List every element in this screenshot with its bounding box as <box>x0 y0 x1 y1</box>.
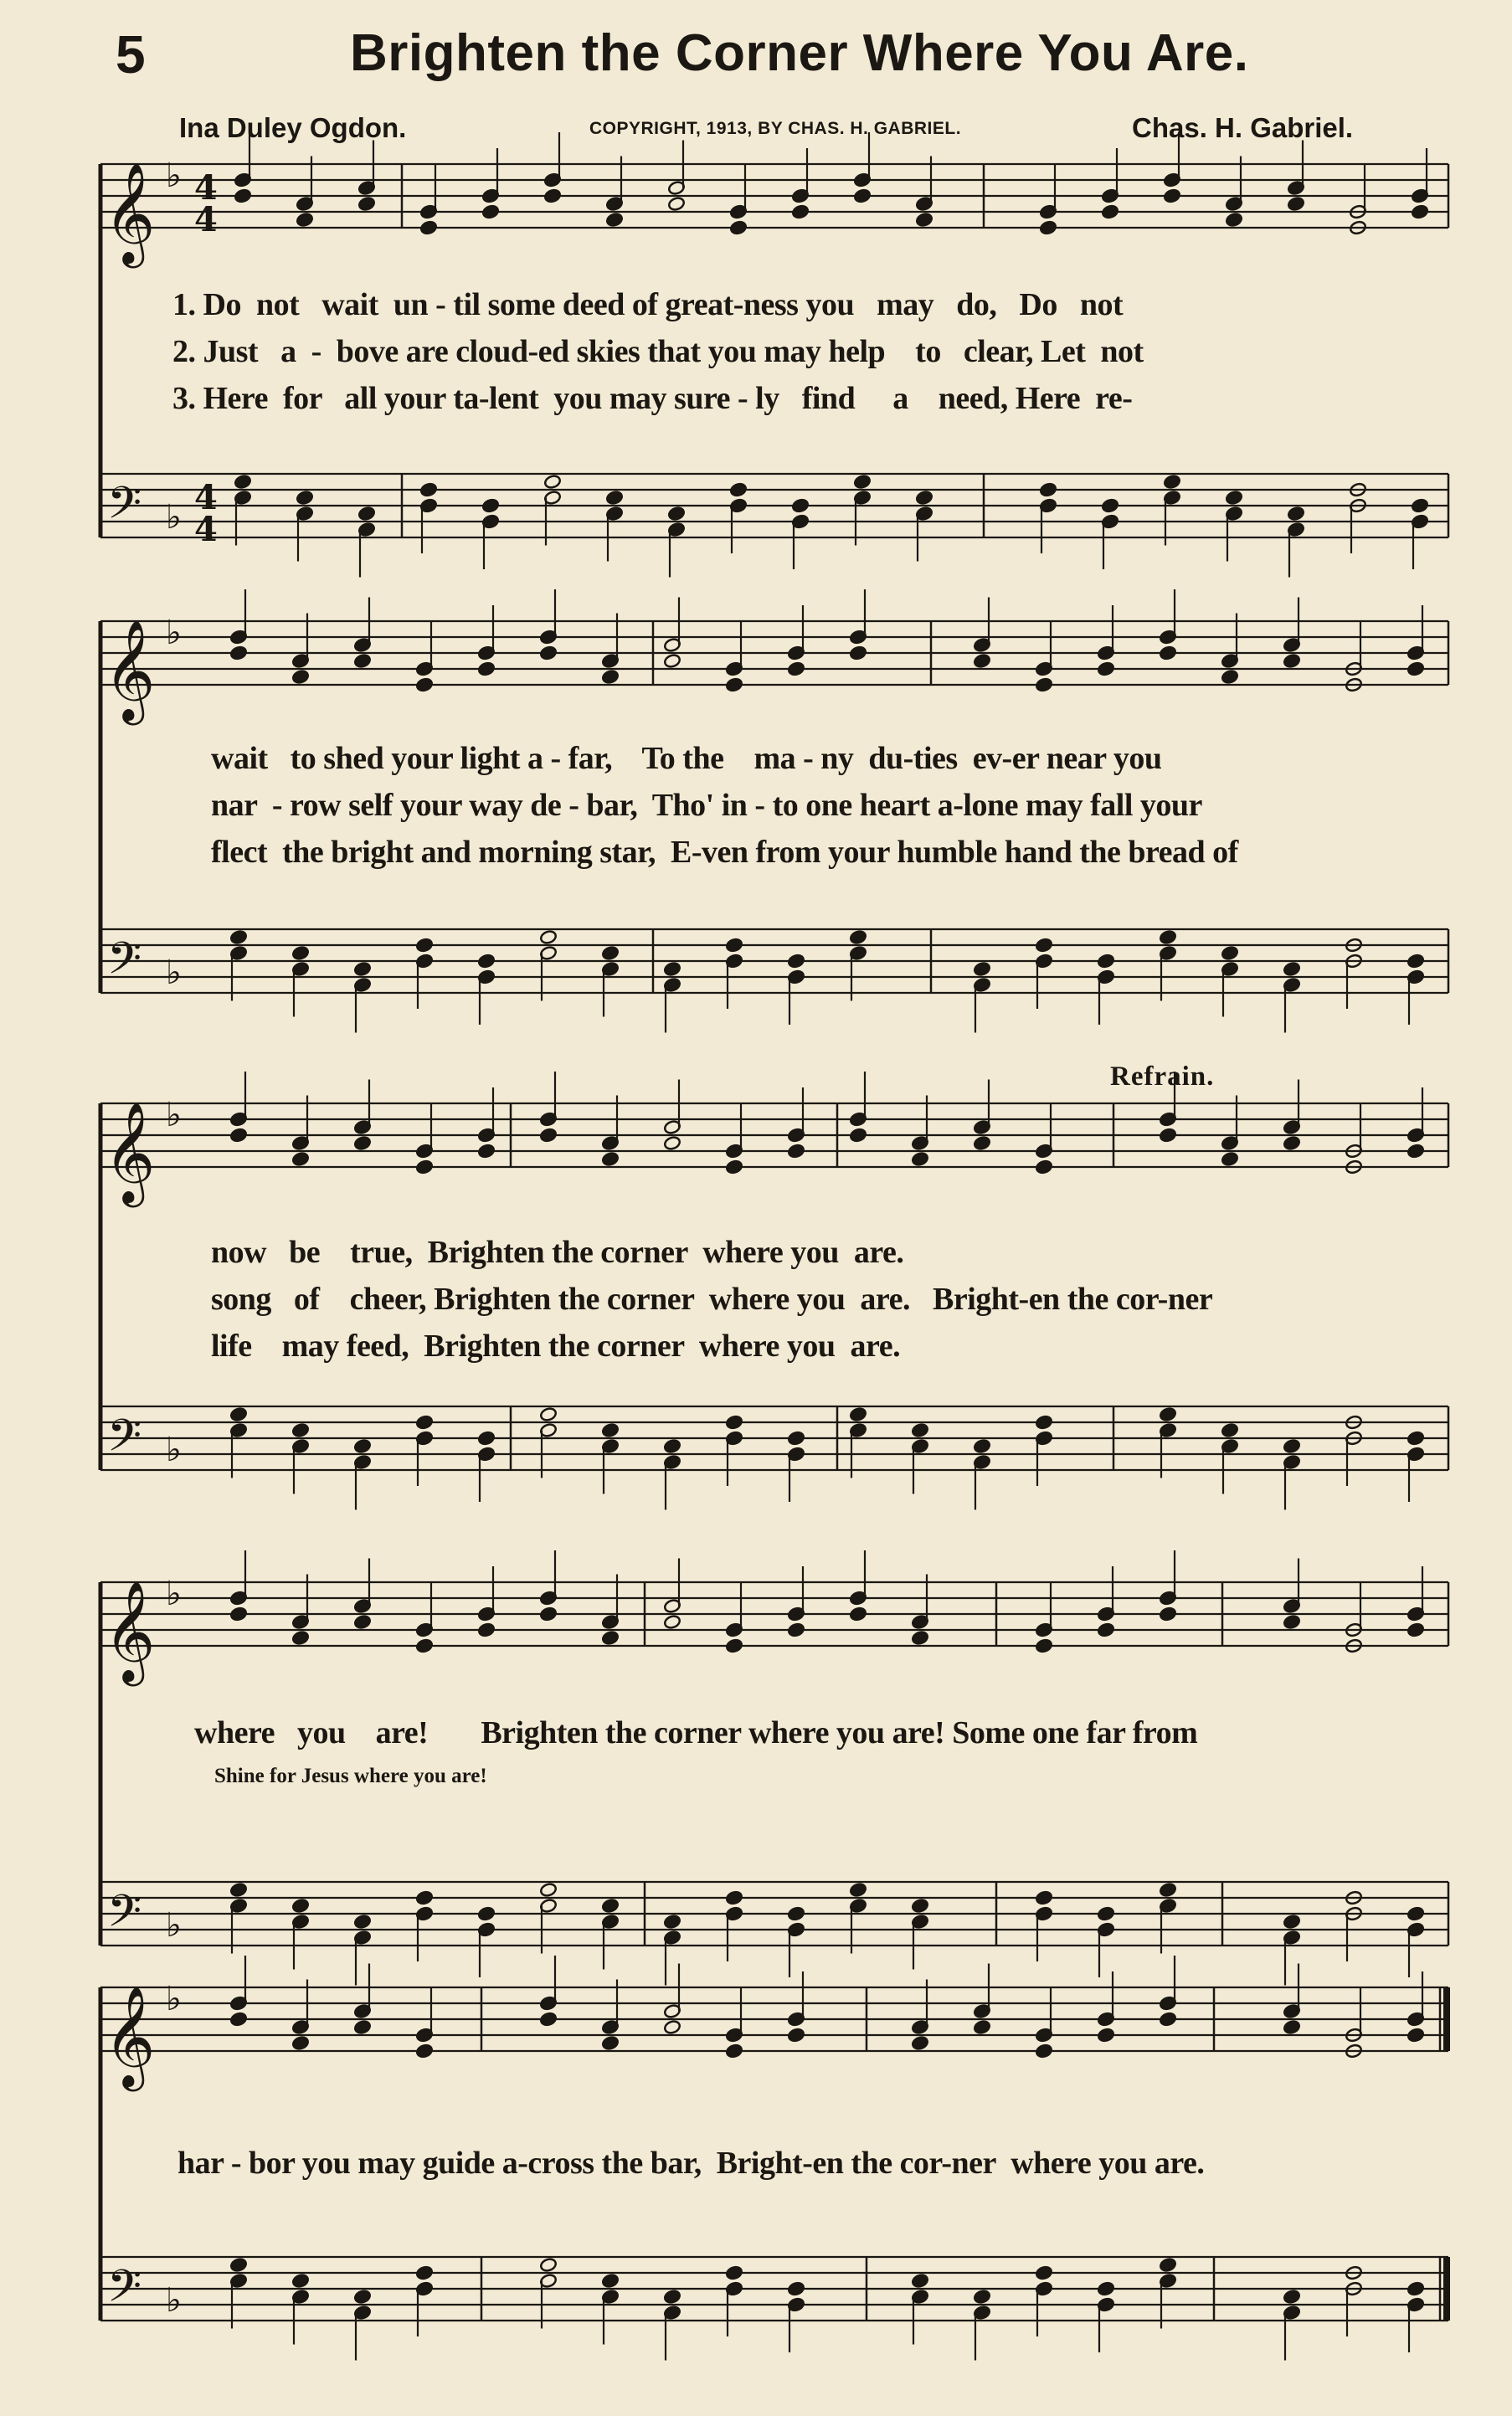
flat-sign: ♭ <box>166 2281 182 2320</box>
note-head <box>601 1630 619 1645</box>
note-head <box>415 1890 433 1905</box>
note-head <box>1035 2043 1052 2059</box>
note-head <box>791 204 809 219</box>
note-head <box>477 661 495 676</box>
flat-sign: ♭ <box>166 1575 182 1613</box>
note-head <box>353 2019 371 2034</box>
note-head <box>853 474 871 489</box>
note-head <box>1407 1431 1424 1446</box>
note-head <box>234 188 251 203</box>
note-head <box>415 2043 433 2059</box>
note-head <box>1097 954 1114 969</box>
note-head <box>601 1422 619 1437</box>
note-head <box>601 2035 619 2050</box>
note-head <box>1283 1135 1300 1150</box>
note-head <box>1159 1128 1176 1143</box>
note-head <box>539 645 557 661</box>
note-head <box>605 490 623 505</box>
note-head <box>234 474 251 489</box>
note-head <box>1221 1422 1238 1437</box>
note-head <box>415 677 433 692</box>
note-head <box>973 1135 990 1150</box>
note-head <box>1407 954 1424 969</box>
note-head <box>291 1151 309 1166</box>
note-head <box>357 506 375 521</box>
note-head <box>1097 661 1114 676</box>
note-head <box>663 1135 681 1150</box>
note-head <box>539 1406 557 1421</box>
note-head <box>291 1630 309 1645</box>
note-head <box>663 1614 681 1629</box>
flat-sign: ♭ <box>166 1096 182 1134</box>
note-head <box>1407 1906 1424 1921</box>
flat-sign: ♭ <box>166 1980 182 2018</box>
note-head <box>787 661 805 676</box>
bass-clef: 𝄢 <box>107 1411 142 1473</box>
note-head <box>415 1638 433 1653</box>
note-head <box>973 1438 990 1453</box>
note-head <box>663 2289 681 2304</box>
note-head <box>291 2035 309 2050</box>
note-head <box>1159 929 1176 944</box>
note-head <box>415 1415 433 1430</box>
note-head <box>1411 498 1428 513</box>
note-head <box>357 196 375 211</box>
note-head <box>477 954 495 969</box>
note-head <box>1159 1606 1176 1622</box>
treble-clef: 𝄞 <box>104 1101 156 1203</box>
note-head <box>787 2028 805 2043</box>
note-head <box>415 2265 433 2280</box>
note-head <box>1039 482 1057 497</box>
note-head <box>229 1128 247 1143</box>
note-head <box>911 1151 928 1166</box>
note-head <box>787 1622 805 1637</box>
note-head <box>915 212 933 227</box>
note-head <box>787 1431 805 1446</box>
note-head <box>291 1422 309 1437</box>
note-head <box>1411 204 1428 219</box>
note-head <box>1035 1415 1052 1430</box>
time-signature: 4 <box>194 510 218 549</box>
note-head <box>1163 188 1180 203</box>
note-head <box>601 1151 619 1166</box>
note-head <box>663 653 681 668</box>
note-head <box>1283 1614 1300 1629</box>
note-head <box>787 2281 805 2296</box>
note-head <box>1159 645 1176 661</box>
note-head <box>1225 212 1242 227</box>
note-head <box>725 1159 743 1175</box>
note-head <box>973 961 990 976</box>
note-head <box>477 1431 495 1446</box>
flat-sign: ♭ <box>166 614 182 652</box>
lyric-line: har - bor you may guide a-cross the bar, Bright-en the cor-ner where you are. <box>177 2146 1205 2181</box>
lyric-line: 1. Do not wait un - til some deed of great-ness you may do, Do not <box>172 287 1124 322</box>
note-head <box>229 645 247 661</box>
lyric-line: flect the bright and morning star, E-ven from your humble hand the bread of <box>211 835 1238 870</box>
note-head <box>729 220 747 235</box>
note-head <box>1159 1882 1176 1897</box>
note-head <box>353 1614 371 1629</box>
lyric-line: 2. Just a - bove are cloud-ed skies that you may help to clear, Let not <box>172 334 1144 369</box>
note-head <box>1221 669 1238 684</box>
note-head <box>291 669 309 684</box>
note-head <box>725 2265 743 2280</box>
note-head <box>481 204 499 219</box>
note-head <box>849 1882 867 1897</box>
note-head <box>1221 1151 1238 1166</box>
hymn-number: 5 <box>116 24 146 85</box>
note-head <box>1283 2289 1300 2304</box>
note-head <box>353 961 371 976</box>
note-head <box>1097 1622 1114 1637</box>
time-signature: 4 <box>194 200 218 239</box>
note-head <box>1035 1159 1052 1175</box>
note-head <box>477 1622 495 1637</box>
note-head <box>725 677 743 692</box>
note-head <box>787 1906 805 1921</box>
note-head <box>539 2012 557 2027</box>
hymn-title: Brighten the Corner Where You Are. <box>350 24 1249 82</box>
time-signature: 4 <box>194 478 218 517</box>
note-head <box>725 2043 743 2059</box>
note-head <box>1221 945 1238 960</box>
note-head <box>1039 220 1057 235</box>
note-head <box>911 1630 928 1645</box>
note-head <box>853 188 871 203</box>
note-head <box>849 645 867 661</box>
note-head <box>605 212 623 227</box>
note-head <box>1035 1638 1052 1653</box>
note-head <box>725 1415 743 1430</box>
note-head <box>667 196 685 211</box>
note-head <box>1035 1890 1052 1905</box>
note-head <box>601 945 619 960</box>
treble-clef: 𝄞 <box>104 1580 156 1682</box>
composer-credit: Chas. H. Gabriel. <box>1132 112 1354 143</box>
note-head <box>1035 938 1052 953</box>
note-head <box>229 929 247 944</box>
note-head <box>601 669 619 684</box>
note-head <box>1101 204 1119 219</box>
note-head <box>1097 1906 1114 1921</box>
note-head <box>1159 2012 1176 2027</box>
note-head <box>353 1438 371 1453</box>
note-head <box>477 1906 495 1921</box>
bass-clef: 𝄢 <box>107 933 142 995</box>
note-head <box>291 1898 309 1913</box>
note-head <box>353 653 371 668</box>
note-head <box>973 653 990 668</box>
note-head <box>787 1144 805 1159</box>
note-head <box>849 1606 867 1622</box>
note-head <box>1407 2281 1424 2296</box>
note-head <box>973 2019 990 2034</box>
note-head <box>849 1128 867 1143</box>
note-head <box>1407 1144 1424 1159</box>
note-head <box>663 961 681 976</box>
note-head <box>663 1438 681 1453</box>
lyric-line: song of cheer, Brighten the corner where you are. Bright-en the cor-ner <box>211 1282 1213 1317</box>
bass-clef: 𝄢 <box>107 2261 142 2323</box>
note-head <box>539 1882 557 1897</box>
note-head <box>973 2289 990 2304</box>
treble-clef: 𝄞 <box>104 162 156 264</box>
lyric-line: now be true, Brighten the corner where you are. <box>211 1235 904 1270</box>
note-head <box>911 2273 928 2288</box>
note-head <box>601 1898 619 1913</box>
note-head <box>539 1606 557 1622</box>
note-head <box>849 929 867 944</box>
note-head <box>1287 196 1304 211</box>
note-head <box>787 954 805 969</box>
note-head <box>543 188 561 203</box>
lyric-line: where you are! Brighten the corner where you are! Some one far from <box>194 1715 1198 1750</box>
note-head <box>1407 1622 1424 1637</box>
note-head <box>481 498 499 513</box>
note-head <box>229 2257 247 2272</box>
echo-lyric: Shine for Jesus where you are! <box>214 1765 487 1787</box>
note-head <box>1035 677 1052 692</box>
note-head <box>419 482 437 497</box>
note-head <box>915 490 933 505</box>
flat-sign: ♭ <box>166 954 182 992</box>
note-head <box>729 482 747 497</box>
note-head <box>1407 2028 1424 2043</box>
note-head <box>539 929 557 944</box>
lyric-line: nar - row self your way de - bar, Tho' in - to one heart a-lone may fall your <box>211 788 1202 823</box>
note-head <box>1283 2019 1300 2034</box>
note-head <box>296 490 313 505</box>
flat-sign: ♭ <box>166 157 182 195</box>
flat-sign: ♭ <box>166 1431 182 1469</box>
note-head <box>1097 2281 1114 2296</box>
flat-sign: ♭ <box>166 498 182 537</box>
note-head <box>539 2257 557 2272</box>
note-head <box>663 2019 681 2034</box>
note-head <box>601 2273 619 2288</box>
note-head <box>291 2273 309 2288</box>
note-head <box>353 1914 371 1929</box>
note-head <box>849 1406 867 1421</box>
note-head <box>1097 2028 1114 2043</box>
note-head <box>296 212 313 227</box>
note-head <box>1163 474 1180 489</box>
note-head <box>791 498 809 513</box>
note-head <box>353 1135 371 1150</box>
note-head <box>1101 498 1119 513</box>
bass-clef: 𝄢 <box>107 478 142 540</box>
lyric-line: 3. Here for all your ta-lent you may sure - ly find a need, Here re- <box>172 381 1133 416</box>
note-head <box>1283 961 1300 976</box>
note-head <box>543 474 561 489</box>
note-head <box>667 506 685 521</box>
note-head <box>911 1898 928 1913</box>
lyric-line: life may feed, Brighten the corner where you are. <box>211 1329 901 1364</box>
note-head <box>725 938 743 953</box>
note-head <box>1159 1406 1176 1421</box>
treble-clef: 𝄞 <box>104 619 156 721</box>
note-head <box>229 2012 247 2027</box>
copyright-notice: COPYRIGHT, 1913, BY CHAS. H. GABRIEL. <box>589 119 962 138</box>
note-head <box>1283 1438 1300 1453</box>
note-head <box>1407 661 1424 676</box>
note-head <box>415 1159 433 1175</box>
note-head <box>725 1890 743 1905</box>
note-head <box>725 1638 743 1653</box>
note-head <box>911 2035 928 2050</box>
time-signature: 4 <box>194 168 218 208</box>
note-head <box>663 1914 681 1929</box>
note-head <box>229 1406 247 1421</box>
treble-clef: 𝄞 <box>104 1985 156 2087</box>
note-head <box>291 945 309 960</box>
note-head <box>229 1606 247 1622</box>
note-head <box>1035 2265 1052 2280</box>
note-head <box>1159 2257 1176 2272</box>
note-head <box>1283 653 1300 668</box>
lyric-line: wait to shed your light a - far, To the ma - ny du-ties ev-er near you <box>211 741 1162 776</box>
note-head <box>477 1144 495 1159</box>
flat-sign: ♭ <box>166 1906 182 1945</box>
note-head <box>415 938 433 953</box>
note-head <box>1283 1914 1300 1929</box>
note-head <box>539 1128 557 1143</box>
lyricist-credit: Ina Duley Ogdon. <box>179 112 407 143</box>
note-head <box>229 1882 247 1897</box>
note-head <box>353 2289 371 2304</box>
note-head <box>419 220 437 235</box>
note-head <box>911 1422 928 1437</box>
bass-clef: 𝄢 <box>107 1886 142 1948</box>
note-head <box>1287 506 1304 521</box>
refrain-label: Refrain. <box>1110 1061 1215 1092</box>
note-head <box>1225 490 1242 505</box>
